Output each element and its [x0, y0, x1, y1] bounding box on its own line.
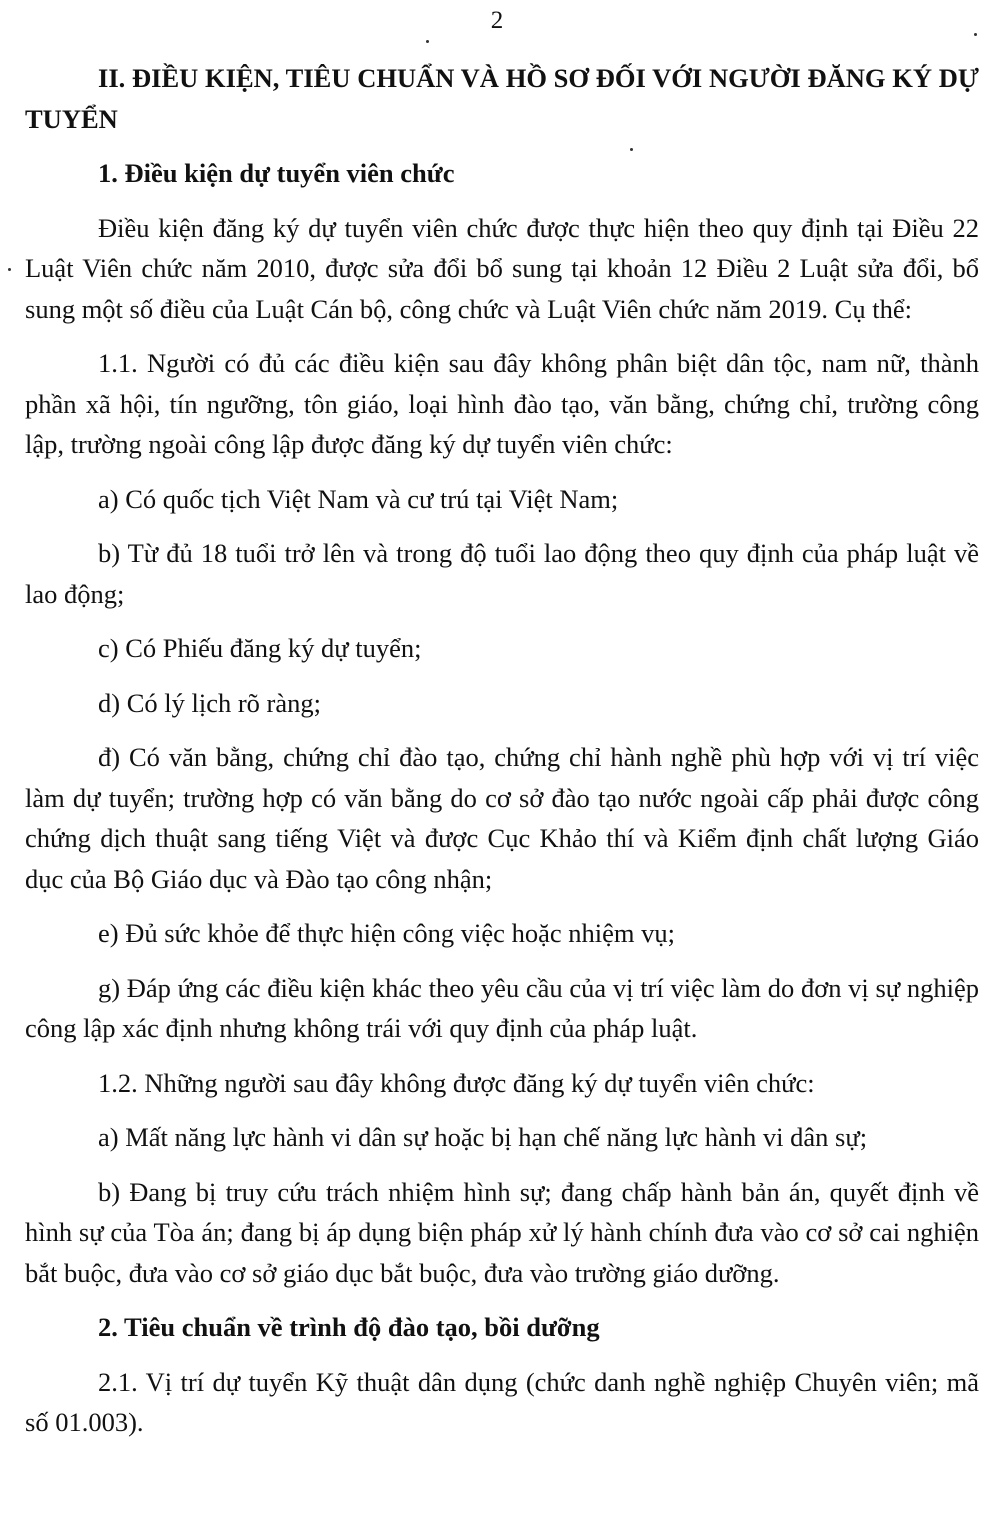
list-item: d) Có lý lịch rõ ràng;: [98, 687, 321, 718]
document-body: [25, 58, 979, 1443]
paragraph: 1.1. Người có đủ các điều kiện sau đây không phân biệt dân tộc, nam nữ, thành phần xã hội, tín ngưỡng, tôn giáo, loại hình đào tạo, văn bằng, chứng chỉ, trường công lập, trường ngoài công lập được đăng ký dự tuyển viên chức:: [25, 348, 979, 459]
subsection-heading: 2. Tiêu chuẩn về trình độ đào tạo, bồi dưỡng: [98, 1312, 600, 1342]
list-item: đ) Có văn bằng, chứng chỉ đào tạo, chứng chỉ hành nghề phù hợp với vị trí việc làm dự tuyển; trường hợp có văn bằng do cơ sở đào tạo nước ngoài cấp phải được công chứng dịch thuật sang tiếng Việt và được Cục Khảo thí và Kiểm định chất lượng Giáo dục của Bộ Giáo dục và Đào tạo công nhận;: [25, 742, 979, 894]
list-item: e) Đủ sức khỏe để thực hiện công việc hoặc nhiệm vụ;: [98, 918, 675, 948]
list-item: a) Có quốc tịch Việt Nam và cư trú tại Việt Nam;: [98, 483, 619, 514]
list-item: b) Từ đủ 18 tuổi trở lên và trong độ tuổi lao động theo quy định của pháp luật về lao động;: [25, 538, 979, 609]
scan-speck: [426, 40, 429, 43]
list-item: b) Đang bị truy cứu trách nhiệm hình sự; đang chấp hành bản án, quyết định về hình sự của Tòa án; đang bị áp dụng biện pháp xử lý hành chính đưa vào cơ sở cai nghiện bắt buộc, đưa vào cơ sở giáo dục bắt buộc, đưa vào trường giáo dưỡng.: [25, 1176, 979, 1288]
page-number: 2: [490, 7, 504, 34]
list-item: g) Đáp ứng các điều kiện khác theo yêu cầu của vị trí việc làm do đơn vị sự nghiệp công lập xác định nhưng không trái với quy định của pháp luật.: [25, 972, 979, 1043]
section-heading: II. ĐIỀU KIỆN, TIÊU CHUẨN VÀ HỒ SƠ ĐỐI VỚI NGƯỜI ĐĂNG KÝ DỰ TUYỂN: [25, 63, 979, 134]
paragraph: Điều kiện đăng ký dự tuyển viên chức được thực hiện theo quy định tại Điều 22 Luật Viên chức năm 2010, được sửa đổi bổ sung tại khoản 12 Điều 2 Luật sửa đổi, bổ sung một số điều của Luật Cán bộ, công chức và Luật Viên chức năm 2019. Cụ thể:: [25, 212, 979, 324]
scan-speck: [974, 33, 977, 36]
paragraph: 1.2. Những người sau đây không được đăng ký dự tuyển viên chức:: [98, 1067, 815, 1098]
list-item: a) Mất năng lực hành vi dân sự hoặc bị hạn chế năng lực hành vi dân sự;: [98, 1122, 868, 1152]
scan-speck: [8, 268, 11, 271]
list-item: c) Có Phiếu đăng ký dự tuyển;: [98, 633, 422, 663]
subsection-heading: 1. Điều kiện dự tuyển viên chức: [98, 158, 455, 188]
paragraph: 2.1. Vị trí dự tuyển Kỹ thuật dân dụng (chức danh nghề nghiệp Chuyên viên; mã số 01.003).: [25, 1366, 979, 1437]
